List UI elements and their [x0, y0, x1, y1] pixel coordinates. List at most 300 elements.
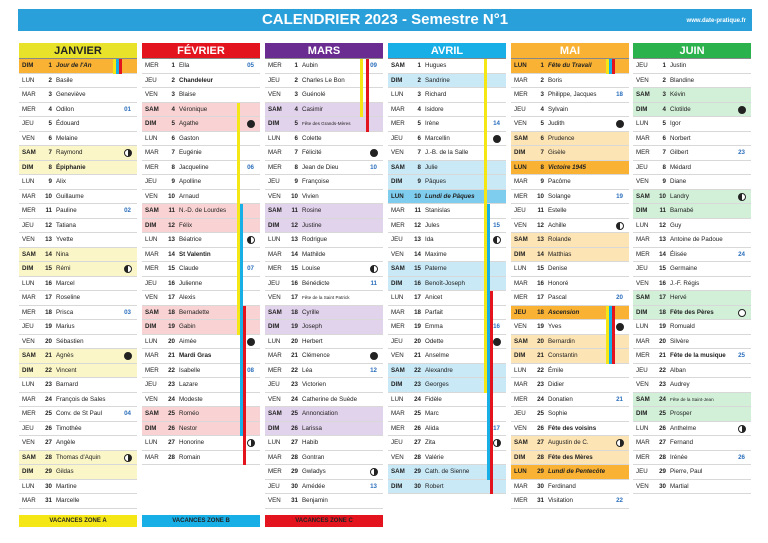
weekday: SAM: [145, 105, 159, 113]
week-number: 03: [124, 308, 131, 316]
weekday: LUN: [145, 337, 158, 345]
day-number: 23: [414, 381, 421, 388]
legend-zone-2: VACANCES ZONE B: [142, 515, 260, 527]
weekday: VEN: [391, 149, 404, 156]
saint-name: Édouard: [56, 120, 80, 127]
saint-name: Romain: [179, 453, 201, 461]
day-row: [633, 436, 751, 451]
saint-name: Ascension: [548, 308, 580, 316]
weekday: LUN: [22, 76, 35, 84]
saint-name: Georges: [425, 381, 449, 388]
day-row: [265, 422, 383, 437]
day-row: [265, 306, 383, 321]
saint-name: Marcellin: [425, 134, 450, 142]
day-row: [511, 480, 629, 495]
saint-name: Claude: [179, 265, 199, 272]
weekday: JEU: [391, 134, 403, 142]
day-number: 12: [414, 221, 421, 229]
day-number: 30: [45, 482, 52, 490]
saint-name: Épiphanie: [56, 163, 86, 171]
legend-zone-1: VACANCES ZONE A: [19, 515, 137, 527]
day-row: [19, 335, 137, 350]
day-row: [265, 436, 383, 451]
weekday: SAM: [391, 62, 405, 69]
day-row: [265, 320, 383, 335]
day-number: 27: [45, 439, 52, 446]
day-number: 22: [291, 366, 298, 374]
moon-phase-icon: [247, 439, 255, 447]
day-row: [19, 480, 137, 495]
day-row: [633, 88, 751, 103]
weekday: LUN: [145, 236, 158, 243]
weekday: DIM: [145, 221, 157, 229]
vacation-zone-a-bar: [360, 59, 363, 117]
saint-name: Conv. de St Paul: [56, 410, 102, 417]
saint-name: Prosper: [670, 410, 692, 417]
weekday: VEN: [391, 453, 404, 461]
day-number: 28: [45, 453, 52, 461]
day-number: 22: [414, 366, 421, 374]
saint-name: Rémi: [56, 265, 71, 272]
saint-name: Valérie: [425, 453, 444, 461]
saint-name: Odette: [425, 337, 444, 345]
day-number: 23: [168, 381, 175, 388]
weekday: JEU: [636, 163, 648, 171]
day-number: 25: [414, 410, 421, 417]
saint-name: Bénédicte: [302, 279, 330, 287]
saint-name: Herbert: [302, 337, 323, 345]
weekday: VEN: [145, 91, 158, 98]
day-row: [142, 132, 260, 147]
day-row: [633, 407, 751, 422]
day-number: 25: [168, 410, 175, 417]
weekday: JEU: [268, 381, 280, 388]
day-row: [19, 378, 137, 393]
weekday: VEN: [514, 221, 527, 229]
saint-name: Maxime: [425, 250, 447, 258]
saint-name: Alexis: [179, 294, 196, 301]
day-number: 25: [45, 410, 52, 417]
day-row: [511, 219, 629, 234]
saint-name: Chandeleur: [179, 76, 214, 84]
weekday: LUN: [514, 62, 527, 69]
day-number: 4: [540, 105, 544, 113]
day-number: 28: [168, 453, 175, 461]
day-number: 20: [168, 337, 175, 345]
saint-name: Aubin: [302, 62, 318, 69]
weekday: LUN: [268, 134, 281, 142]
weekday: DIM: [514, 149, 526, 156]
day-row: [633, 117, 751, 132]
day-row: [19, 291, 137, 306]
saint-name: Catherine de Suède: [302, 395, 358, 403]
week-number: 12: [370, 366, 377, 374]
day-number: 30: [414, 482, 421, 490]
weekday: DIM: [391, 482, 403, 490]
day-number: 3: [417, 91, 421, 98]
vacation-zone-c-bar: [119, 59, 122, 74]
day-row: [265, 219, 383, 234]
weekday: VEN: [268, 294, 281, 301]
day-row: [19, 451, 137, 466]
day-row: [511, 175, 629, 190]
moon-phase-icon: [616, 222, 624, 230]
weekday: DIM: [514, 352, 526, 359]
weekday: LUN: [636, 323, 649, 330]
day-row: [388, 190, 506, 205]
weekday: SAM: [514, 439, 528, 446]
day-number: 11: [659, 207, 666, 214]
day-number: 7: [540, 149, 544, 156]
day-row: [388, 74, 506, 89]
day-number: 12: [659, 221, 666, 229]
weekday: SAM: [268, 308, 282, 316]
moon-phase-icon: [247, 236, 255, 244]
saint-name: Boris: [548, 76, 563, 84]
day-number: 27: [168, 439, 175, 446]
weekday: SAM: [145, 308, 159, 316]
day-number: 16: [414, 279, 421, 287]
day-number: 30: [659, 482, 666, 490]
day-number: 5: [662, 120, 666, 127]
moon-phase-icon: [370, 468, 378, 476]
saint-name: Lazare: [179, 381, 198, 388]
day-number: 7: [417, 149, 421, 156]
day-number: 15: [45, 265, 52, 272]
day-number: 17: [537, 294, 544, 301]
saint-name: Fête des Grands-Mères: [302, 121, 351, 126]
weekday: LUN: [514, 366, 527, 374]
saint-name: Rosine: [302, 207, 322, 214]
vacation-zone-c-bar: [612, 59, 615, 74]
weekday: LUN: [391, 192, 404, 200]
weekday: VEN: [268, 192, 281, 200]
day-row: [19, 74, 137, 89]
day-row: [19, 233, 137, 248]
day-row: [511, 233, 629, 248]
weekday: JEU: [636, 468, 648, 475]
weekday: LUN: [268, 439, 281, 446]
saint-name: Clémence: [302, 352, 330, 359]
day-row: [511, 393, 629, 408]
day-number: 8: [417, 163, 421, 171]
weekday: VEN: [145, 395, 158, 403]
day-number: 16: [537, 279, 544, 287]
saint-name: Fête des Pères: [670, 308, 714, 316]
weekday: SAM: [22, 149, 36, 156]
saint-name: Tatiana: [56, 221, 76, 229]
day-number: 24: [168, 395, 175, 403]
day-number: 10: [414, 192, 421, 200]
day-number: 4: [294, 105, 298, 113]
day-row: [19, 364, 137, 379]
week-number: 05: [247, 62, 254, 69]
day-row: [633, 190, 751, 205]
day-number: 10: [659, 192, 666, 200]
saint-name: Victorien: [302, 381, 326, 388]
week-number: 01: [124, 105, 131, 113]
day-number: 14: [414, 250, 421, 258]
moon-phase-icon: [493, 236, 501, 244]
day-row: [19, 219, 137, 234]
saint-name: Gildas: [56, 468, 74, 475]
weekday: MER: [268, 265, 282, 272]
saint-name: Modeste: [179, 395, 203, 403]
saint-name: Gontran: [302, 453, 325, 461]
saint-name: Igor: [670, 120, 681, 127]
weekday: DIM: [391, 76, 403, 84]
day-number: 9: [48, 178, 52, 185]
week-number: 13: [370, 482, 377, 490]
saint-name: Barnabé: [670, 207, 694, 214]
saint-name: Julie: [425, 163, 438, 171]
weekday: MER: [514, 497, 528, 504]
day-number: 28: [537, 453, 544, 461]
day-row: [633, 320, 751, 335]
week-number: 26: [738, 453, 745, 461]
day-number: 12: [537, 221, 544, 229]
day-number: 7: [294, 149, 298, 156]
day-row: [19, 436, 137, 451]
day-row: [388, 146, 506, 161]
day-number: 17: [45, 294, 52, 301]
day-row: [265, 393, 383, 408]
day-number: 6: [48, 134, 52, 142]
day-number: 17: [168, 294, 175, 301]
moon-phase-icon: [370, 352, 378, 360]
day-number: 17: [414, 294, 421, 301]
day-row: [19, 248, 137, 263]
weekday: LUN: [268, 236, 281, 243]
day-number: 29: [659, 468, 666, 475]
saint-name: Roseline: [56, 294, 81, 301]
weekday: JEU: [145, 178, 157, 185]
weekday: JEU: [268, 482, 280, 490]
day-number: 29: [414, 468, 421, 475]
day-number: 1: [662, 62, 666, 69]
day-number: 19: [168, 323, 175, 330]
day-number: 26: [659, 424, 666, 432]
weekday: MER: [514, 91, 528, 98]
saint-name: Françoise: [302, 178, 330, 185]
weekday: MAR: [636, 134, 650, 142]
day-number: 21: [659, 352, 666, 359]
day-number: 8: [171, 163, 175, 171]
saint-name: Zita: [425, 439, 436, 446]
moon-phase-icon: [247, 120, 255, 128]
month-header: AVRIL: [388, 43, 506, 59]
saint-name: Gabin: [179, 323, 196, 330]
moon-phase-icon: [616, 439, 624, 447]
month-header: MARS: [265, 43, 383, 59]
day-number: 19: [537, 323, 544, 330]
saint-name: Fête des Mères: [548, 453, 593, 461]
moon-phase-icon: [124, 454, 132, 462]
day-row: [19, 117, 137, 132]
saint-name: Parfait: [425, 308, 443, 316]
saint-name: Emma: [425, 323, 443, 330]
day-row: [633, 465, 751, 480]
weekday: VEN: [22, 439, 35, 446]
weekday: JEU: [145, 279, 157, 287]
day-number: 14: [659, 250, 666, 258]
day-number: 25: [659, 410, 666, 417]
day-number: 13: [45, 236, 52, 243]
saint-name: Irène: [425, 120, 440, 127]
saint-name: Prudence: [548, 134, 575, 142]
weekday: JEU: [514, 105, 526, 113]
saint-name: Mathilde: [302, 250, 326, 258]
day-number: 19: [291, 323, 298, 330]
saint-name: Gaston: [179, 134, 199, 142]
weekday: DIM: [268, 323, 280, 330]
weekday: VEN: [636, 279, 649, 287]
saint-name: Béatrice: [179, 236, 202, 243]
weekday: DIM: [391, 279, 403, 287]
day-row: [511, 204, 629, 219]
day-row: [511, 190, 629, 205]
day-row: [19, 494, 137, 509]
weekday: JEU: [514, 308, 527, 316]
weekday: DIM: [145, 424, 157, 432]
weekday: DIM: [391, 178, 403, 185]
weekday: LUN: [636, 221, 649, 229]
day-number: 16: [168, 279, 175, 287]
saint-name: J.-B. de la Salle: [425, 149, 469, 156]
saint-name: Félix: [179, 221, 193, 229]
weekday: LUN: [22, 482, 35, 490]
saint-name: Richard: [425, 91, 447, 98]
saint-name: Casimir: [302, 105, 323, 113]
saint-name: Benjamin: [302, 497, 328, 504]
weekday: DIM: [636, 105, 648, 113]
saint-name: Pascal: [548, 294, 567, 301]
day-number: 3: [662, 91, 666, 98]
saint-name: Benoît-Joseph: [425, 279, 465, 287]
saint-name: Isabelle: [179, 366, 201, 374]
saint-name: Kévin: [670, 91, 686, 98]
weekday: SAM: [391, 468, 405, 475]
saint-name: Élisée: [670, 250, 687, 258]
title-bar: [18, 9, 752, 31]
day-number: 29: [291, 468, 298, 475]
month-header: JUIN: [633, 43, 751, 59]
day-number: 23: [537, 381, 544, 388]
saint-name: Basile: [56, 76, 73, 84]
saint-name: Fidèle: [425, 395, 442, 403]
weekday: MER: [514, 294, 528, 301]
weekday: SAM: [514, 134, 528, 142]
saint-name: Lundi de Pâques: [425, 192, 475, 200]
day-number: 4: [48, 105, 52, 113]
weekday: DIM: [145, 120, 157, 127]
weekday: SAM: [636, 294, 650, 301]
day-number: 27: [659, 439, 666, 446]
saint-name: Irénée: [670, 453, 688, 461]
day-number: 12: [45, 221, 52, 229]
day-number: 24: [45, 395, 52, 403]
day-number: 18: [168, 308, 175, 316]
day-row: [511, 451, 629, 466]
day-number: 14: [537, 250, 544, 258]
weekday: MAR: [22, 497, 36, 504]
saint-name: Colette: [302, 134, 322, 142]
day-number: 2: [662, 76, 666, 84]
weekday: SAM: [268, 207, 282, 214]
saint-name: Vincent: [56, 366, 77, 374]
day-number: 28: [291, 453, 298, 461]
saint-name: Joseph: [302, 323, 322, 330]
day-number: 4: [417, 105, 421, 113]
weekday: LUN: [391, 395, 404, 403]
moon-phase-icon: [247, 338, 255, 346]
day-row: [511, 161, 629, 176]
saint-name: Estelle: [548, 207, 567, 214]
day-row: [511, 262, 629, 277]
saint-name: Eugénie: [179, 149, 202, 156]
day-row: [388, 175, 506, 190]
saint-name: Agnès: [56, 352, 74, 359]
saint-name: Pauline: [56, 207, 77, 214]
day-row: [388, 132, 506, 147]
weekday: MAR: [636, 439, 650, 446]
moon-phase-icon: [738, 425, 746, 433]
moon-phase-icon: [493, 338, 501, 346]
weekday: MAR: [391, 308, 405, 316]
saint-name: Jules: [425, 221, 440, 229]
weekday: DIM: [514, 453, 526, 461]
saint-name: Julienne: [179, 279, 203, 287]
day-number: 7: [662, 149, 666, 156]
month-header: FÉVRIER: [142, 43, 260, 59]
weekday: LUN: [514, 468, 527, 475]
day-row: [511, 277, 629, 292]
day-row: [142, 190, 260, 205]
weekday: MAR: [145, 149, 159, 156]
saint-name: Sandrine: [425, 76, 450, 84]
day-row: [633, 422, 751, 437]
saint-name: Pierre, Paul: [670, 468, 703, 475]
day-row: [19, 407, 137, 422]
saint-name: Honorine: [179, 439, 205, 446]
saint-name: Sylvain: [548, 105, 568, 113]
day-number: 9: [294, 178, 298, 185]
vacation-zone-c-bar: [366, 59, 369, 132]
saint-name: Alexandre: [425, 366, 453, 374]
saint-name: Nestor: [179, 424, 198, 432]
day-number: 17: [659, 294, 666, 301]
day-row: [511, 103, 629, 118]
weekday: JEU: [268, 178, 280, 185]
month-juin: [633, 43, 751, 494]
saint-name: Lundi de Pentecôte: [548, 468, 606, 475]
day-number: 20: [291, 337, 298, 345]
weekday: LUN: [145, 439, 158, 446]
day-number: 9: [540, 178, 544, 185]
weekday: MER: [636, 453, 650, 461]
weekday: DIM: [22, 163, 34, 171]
weekday: LUN: [514, 163, 527, 171]
weekday: VEN: [514, 424, 527, 432]
day-number: 24: [659, 395, 666, 403]
weekday: DIM: [636, 308, 648, 316]
saint-name: Raymond: [56, 149, 83, 156]
weekday: VEN: [391, 250, 404, 258]
day-number: 20: [45, 337, 52, 345]
day-number: 16: [659, 279, 666, 287]
weekday: MAR: [514, 178, 528, 185]
saint-name: Larissa: [302, 424, 322, 432]
